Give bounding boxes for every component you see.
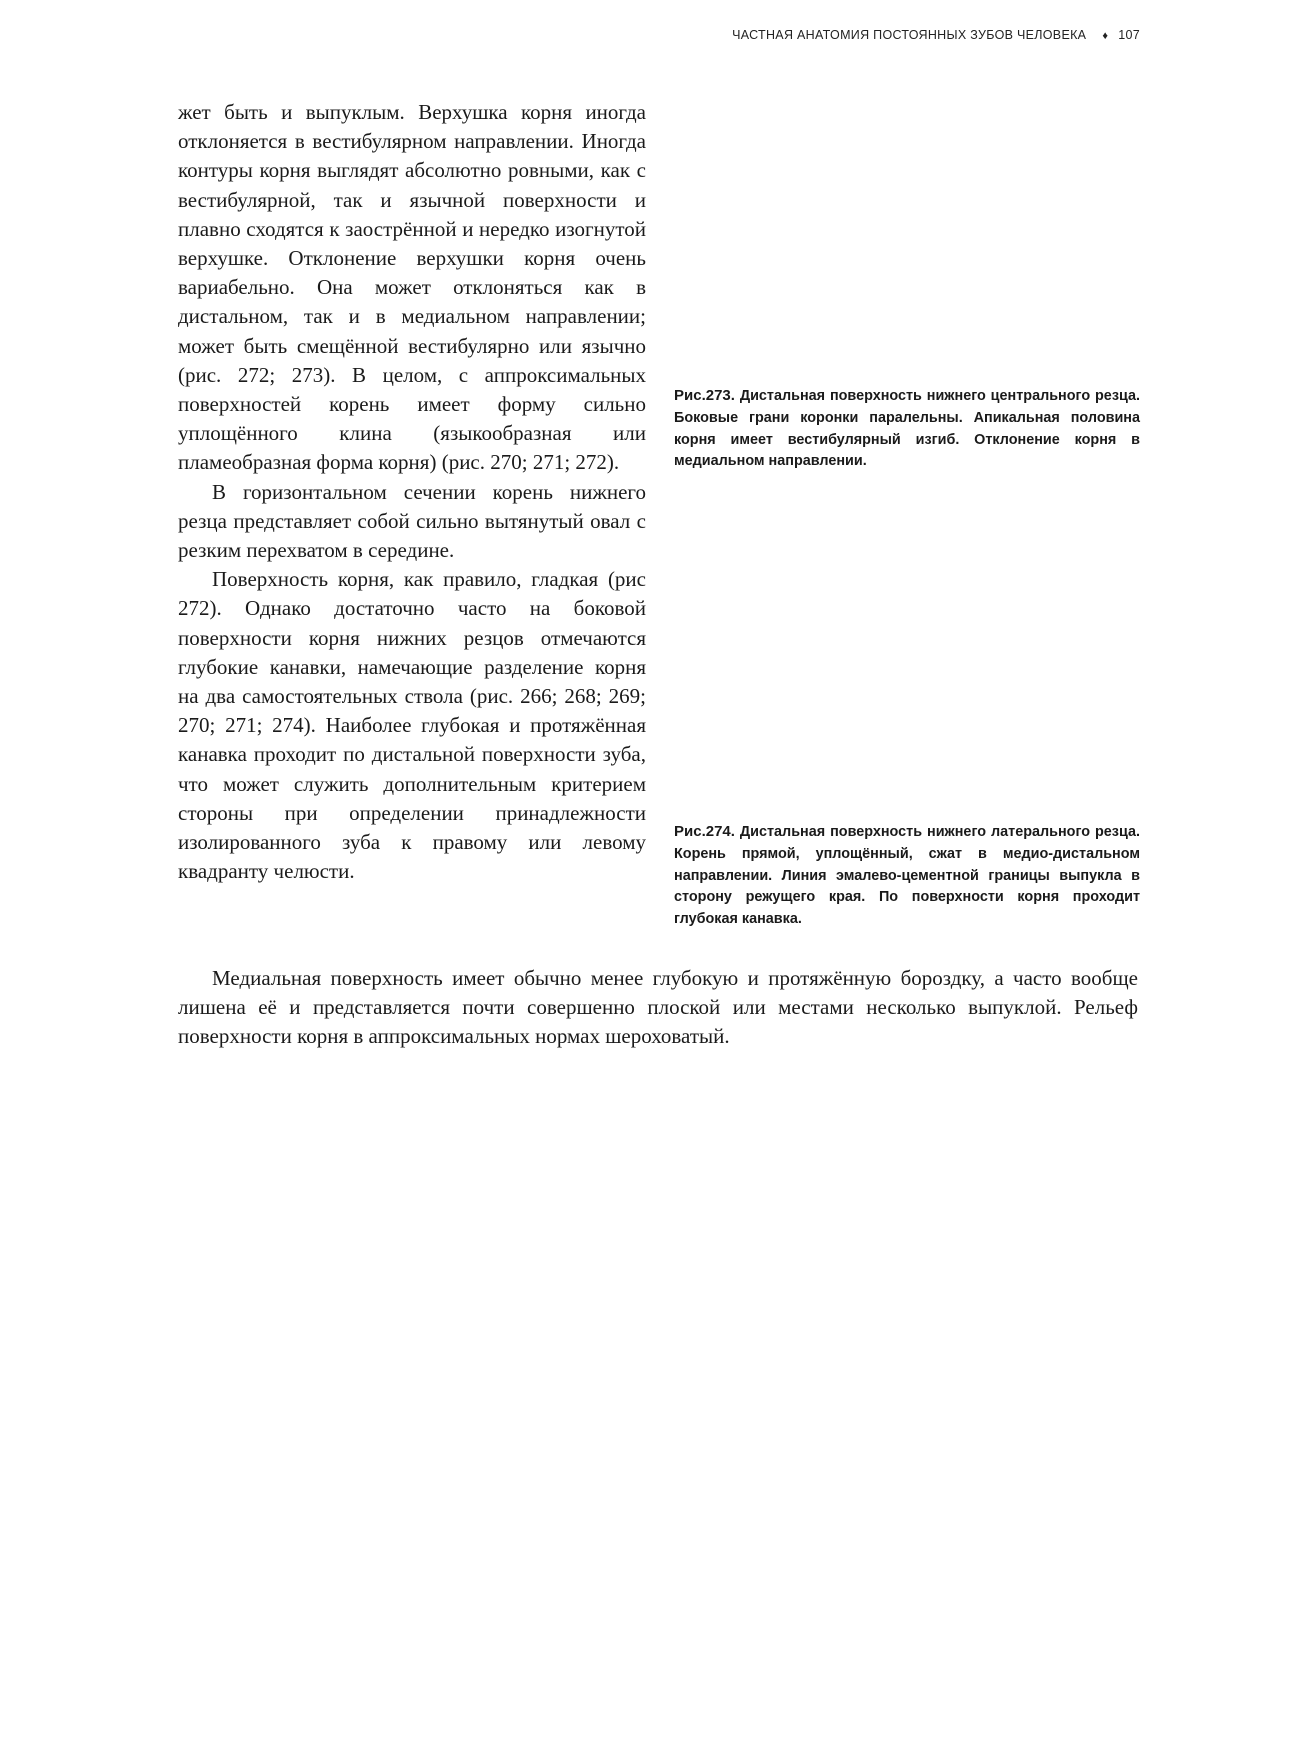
figure-273-image-area [674,98,1138,378]
page-number: 107 [1118,28,1140,42]
paragraph-1: жет быть и выпуклым. Верхушка корня иногда отклоняется в вестибулярном направлении. Иногда контуры корня выглядят абсолютно ровными, как с вестибулярной, так и язычной поверхности и плавно сходятся к заострённой и нередко изогнутой верхушке. Отклонение верхушки корня очень вариабельно. Она может отклоняться как в дистальном, так и в медиальном направлении; может быть смещённой вестибулярно или язычно (рис. 272; 273). В целом, с аппроксимальных поверхностей корень имеет форму сильно уплощённого клина (языкообразная или пламеобразная форма корня) (рис. 270; 271; 272). [178,100,646,475]
figure-273-caption [674,385,1140,473]
main-text-column [178,98,646,886]
paragraph-3: Поверхность корня, как правило, гладкая (рис 272). Однако достаточно часто на боковой поверхности корня нижних резцов отмечаются глубокие канавки, намечающие разделение корня на два самостоятельных ствола (рис. 266; 268; 269; 270; 271; 274). Наиболее глубокая и протяжённая канавка проходит по дистальной поверхности зуба, что может служить дополнительным критерием стороны при определении принадлежности изолированного зуба к правому или левому квадранту челюсти. [178,567,646,884]
figure-274-label: Рис.274. [674,823,735,840]
figure-274-image-area [674,480,1138,810]
separator-glyph: ♦ [1102,30,1109,42]
figure-273-text: Дистальная поверхность нижнего центрального резца. Боковые грани коронки паралельны. Апикальная половина корня имеет вестибулярный изгиб. Отклонение корня в медиальном направлении. [674,388,1140,470]
figure-273-label: Рис.273. [674,387,735,404]
paragraph-4: Медиальная поверхность имеет обычно менее глубокую и протяжённую бороздку, а часто вообще лишена её и представляется почти совершенно плоской или местами несколько выпуклой. Рельеф поверхности корня в аппроксимальных нормах шероховатый. [178,966,1138,1049]
running-title: ЧАСТНАЯ АНАТОМИЯ ПОСТОЯННЫХ ЗУБОВ ЧЕЛОВЕКА [732,28,1087,42]
figure-274-text: Дистальная поверхность нижнего латерального резца. Корень прямой, уплощённый, сжат в медио-дистальном направлении. Линия эмалево-цементной границы выпукла в сторону режущего края. По поверхности корня проходит глубокая канавка. [674,824,1140,928]
paragraph-2: В горизонтальном сечении корень нижнего резца представляет собой сильно вытянутый овал с резким перехватом в середине. [178,479,646,563]
running-head [600,28,1140,42]
figure-274-caption [674,821,1140,931]
